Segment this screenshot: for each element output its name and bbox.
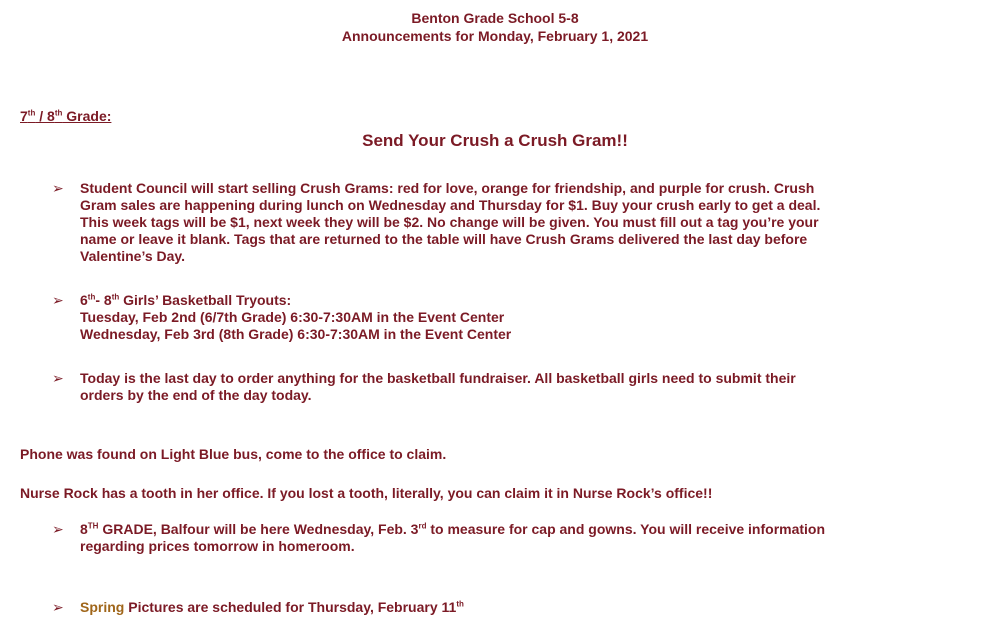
balfour-announcement: 8TH GRADE, Balfour will be here Wednesday, Feb. 3rd to measure for cap and gowns. You will receive information regarding prices tomorrow in homeroom. xyxy=(80,521,826,554)
tooth-note: Nurse Rock has a tooth in her office. If you lost a tooth, literally, you can claim it in Nurse Rock’s office!! xyxy=(20,485,713,501)
bullet-arrow-icon: ➢ xyxy=(52,599,64,615)
school-title: Benton Grade School 5-8 xyxy=(411,10,579,26)
bullet-arrow-icon: ➢ xyxy=(52,370,64,386)
crush-gram-headline: Send Your Crush a Crush Gram!! xyxy=(362,131,628,150)
bullet-arrow-icon: ➢ xyxy=(52,521,64,537)
bullet-arrow-icon: ➢ xyxy=(52,180,64,196)
bullet-arrow-icon: ➢ xyxy=(52,292,64,308)
spring-pictures-announcement: Spring Pictures are scheduled for Thursday, February 11th xyxy=(80,599,464,615)
phone-found-note: Phone was found on Light Blue bus, come to the office to claim. xyxy=(20,446,447,462)
fundraiser-announcement: Today is the last day to order anything for the basketball fundraiser. All basketball girls need to submit their orders by the end of the day today. xyxy=(80,370,796,403)
section-heading: 7th / 8th Grade: xyxy=(20,108,112,124)
crush-gram-announcement: Student Council will start selling Crush Grams: red for love, orange for friendship, and purple for crush. Crush Gram sales are happening during lunch on Wednesday and Thursday for $1. Buy your crush early to get a deal. This week tags will be $1, next week they will be $2. No change will be given. You must fill out a tag you’re your name or leave it blank. Tags that are returned to the table will have Crush Grams delivered the last day before Valentine’s Day. xyxy=(80,180,821,264)
basketball-tryouts-announcement: 6th- 8th Girls’ Basketball Tryouts: Tuesday, Feb 2nd (6/7th Grade) 6:30-7:30AM in the Event Center Wednesday, Feb 3rd (8th Grade) 6:30-7:30AM in the Event Center xyxy=(80,292,512,342)
announcement-date: Announcements for Monday, February 1, 2021 xyxy=(341,28,649,44)
